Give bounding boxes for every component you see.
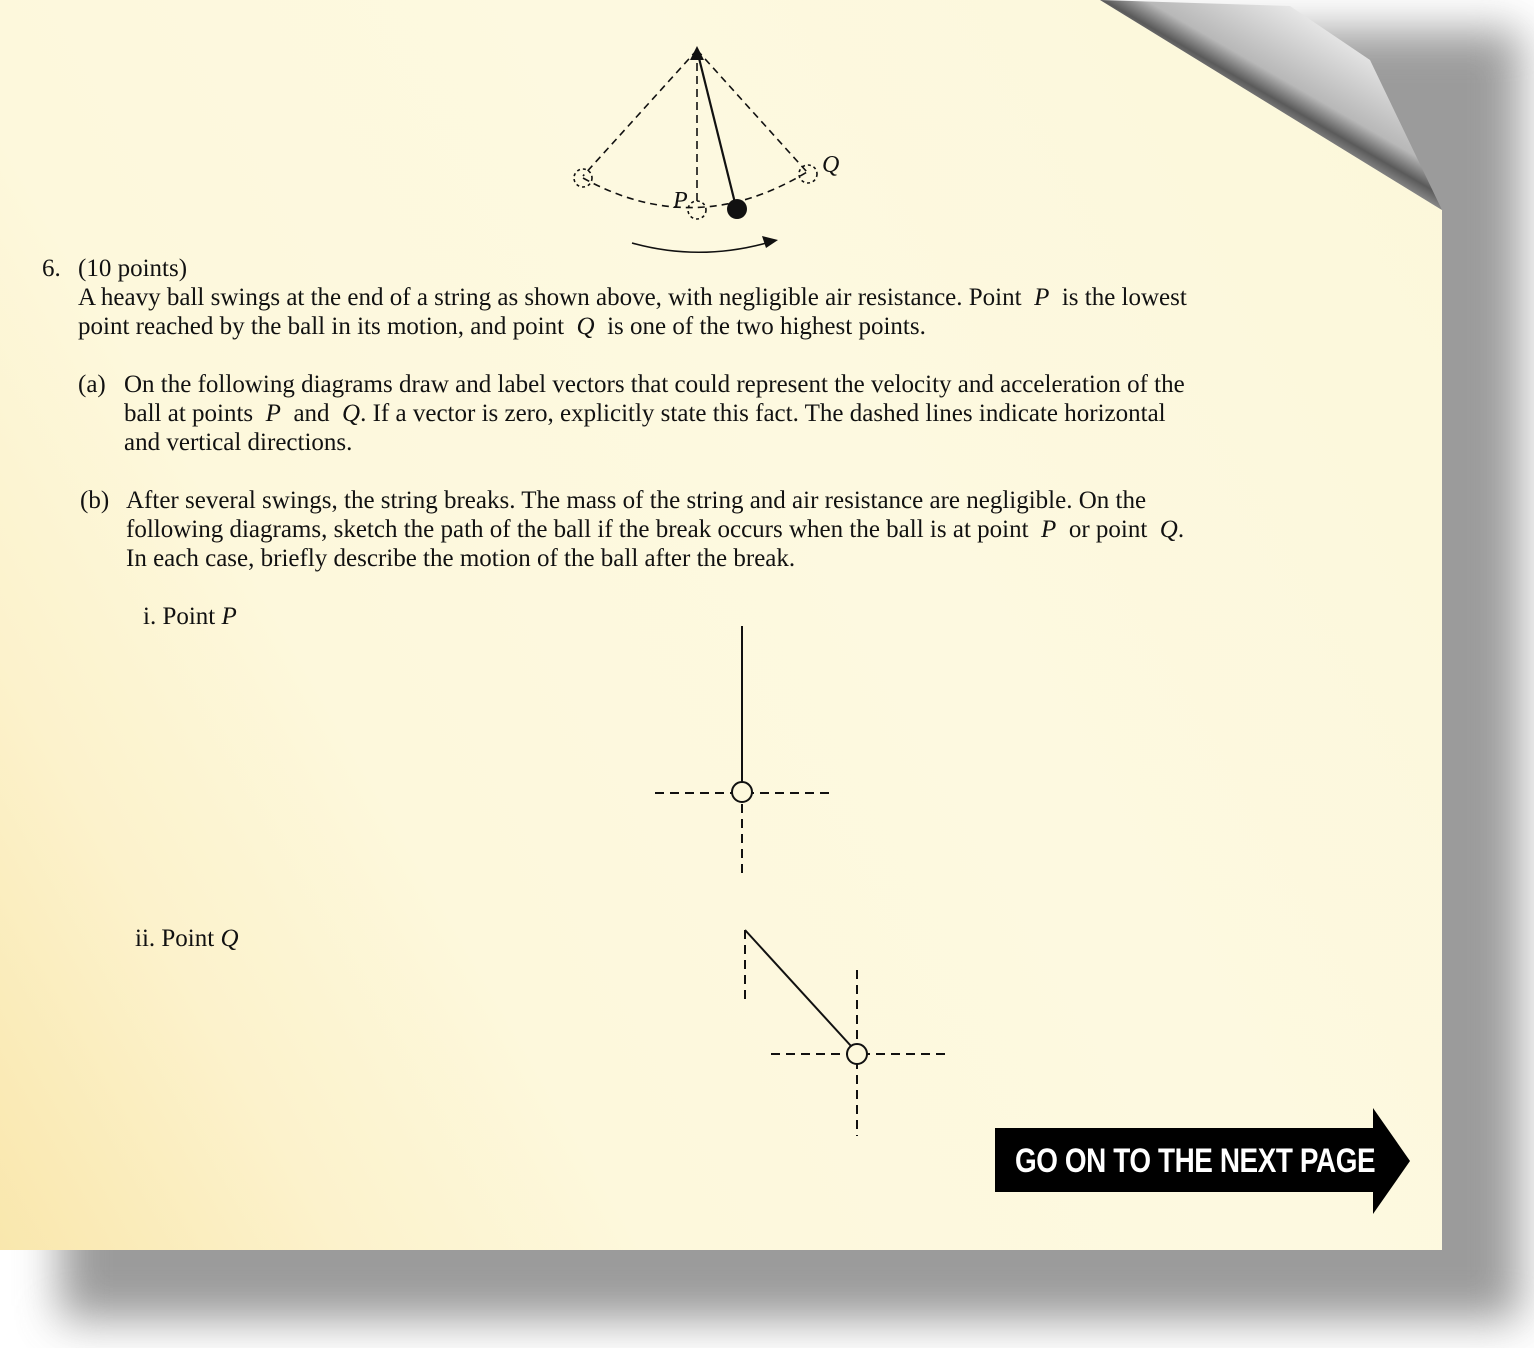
part-b-line-1: After several swings, the string breaks. The mass of the string and air resistance are negligible. On the	[126, 487, 1147, 514]
ball-q-ghost	[799, 165, 817, 183]
part-a-line-3: and vertical directions.	[124, 429, 353, 456]
question-number: 6.	[42, 255, 61, 282]
label-p-figure: P	[673, 188, 688, 214]
swing-arc	[583, 172, 807, 208]
part-a-line-2: ball at points P and Q. If a vector is zero, explicitly state this fact. The dashed lines indicate horizontal	[124, 400, 1166, 427]
right-string-dashed	[697, 50, 807, 172]
ball-p	[732, 782, 752, 802]
ball-p-ghost	[688, 201, 706, 219]
part-b-label: (b)	[80, 487, 110, 514]
diagram-point-q	[745, 930, 947, 1136]
diagram-point-p	[655, 626, 831, 876]
ball	[727, 199, 747, 219]
left-string-dashed	[583, 50, 697, 176]
part-b-line-3: In each case, briefly describe the motion of the ball after the break.	[126, 545, 796, 572]
question-points: (10 points)	[78, 255, 188, 282]
part-a-line-1: On the following diagrams draw and label vectors that could represent the velocity and acceleration of the	[124, 371, 1185, 398]
intro-line-1: A heavy ball swings at the end of a string as shown above, with negligible air resistance. Point P is the lowest	[78, 284, 1187, 311]
motion-arrowhead	[762, 236, 778, 248]
string-q	[745, 930, 851, 1046]
top-arrowhead	[690, 46, 704, 60]
sub-item-ii: ii. Point Q	[135, 925, 239, 952]
string	[697, 50, 736, 207]
sub-item-i: i. Point P	[143, 603, 237, 630]
motion-arc	[632, 242, 770, 252]
next-page-label[interactable]: GO ON TO THE NEXT PAGE	[1015, 1142, 1376, 1180]
label-q-figure: Q	[822, 152, 840, 178]
ball-q	[847, 1044, 867, 1064]
part-b-line-2: following diagrams, sketch the path of the ball if the break occurs when the ball is at point P or point Q.	[126, 516, 1185, 543]
intro-line-2: point reached by the ball in its motion, and point Q is one of the two highest points.	[78, 313, 926, 340]
part-a-label: (a)	[78, 371, 106, 398]
